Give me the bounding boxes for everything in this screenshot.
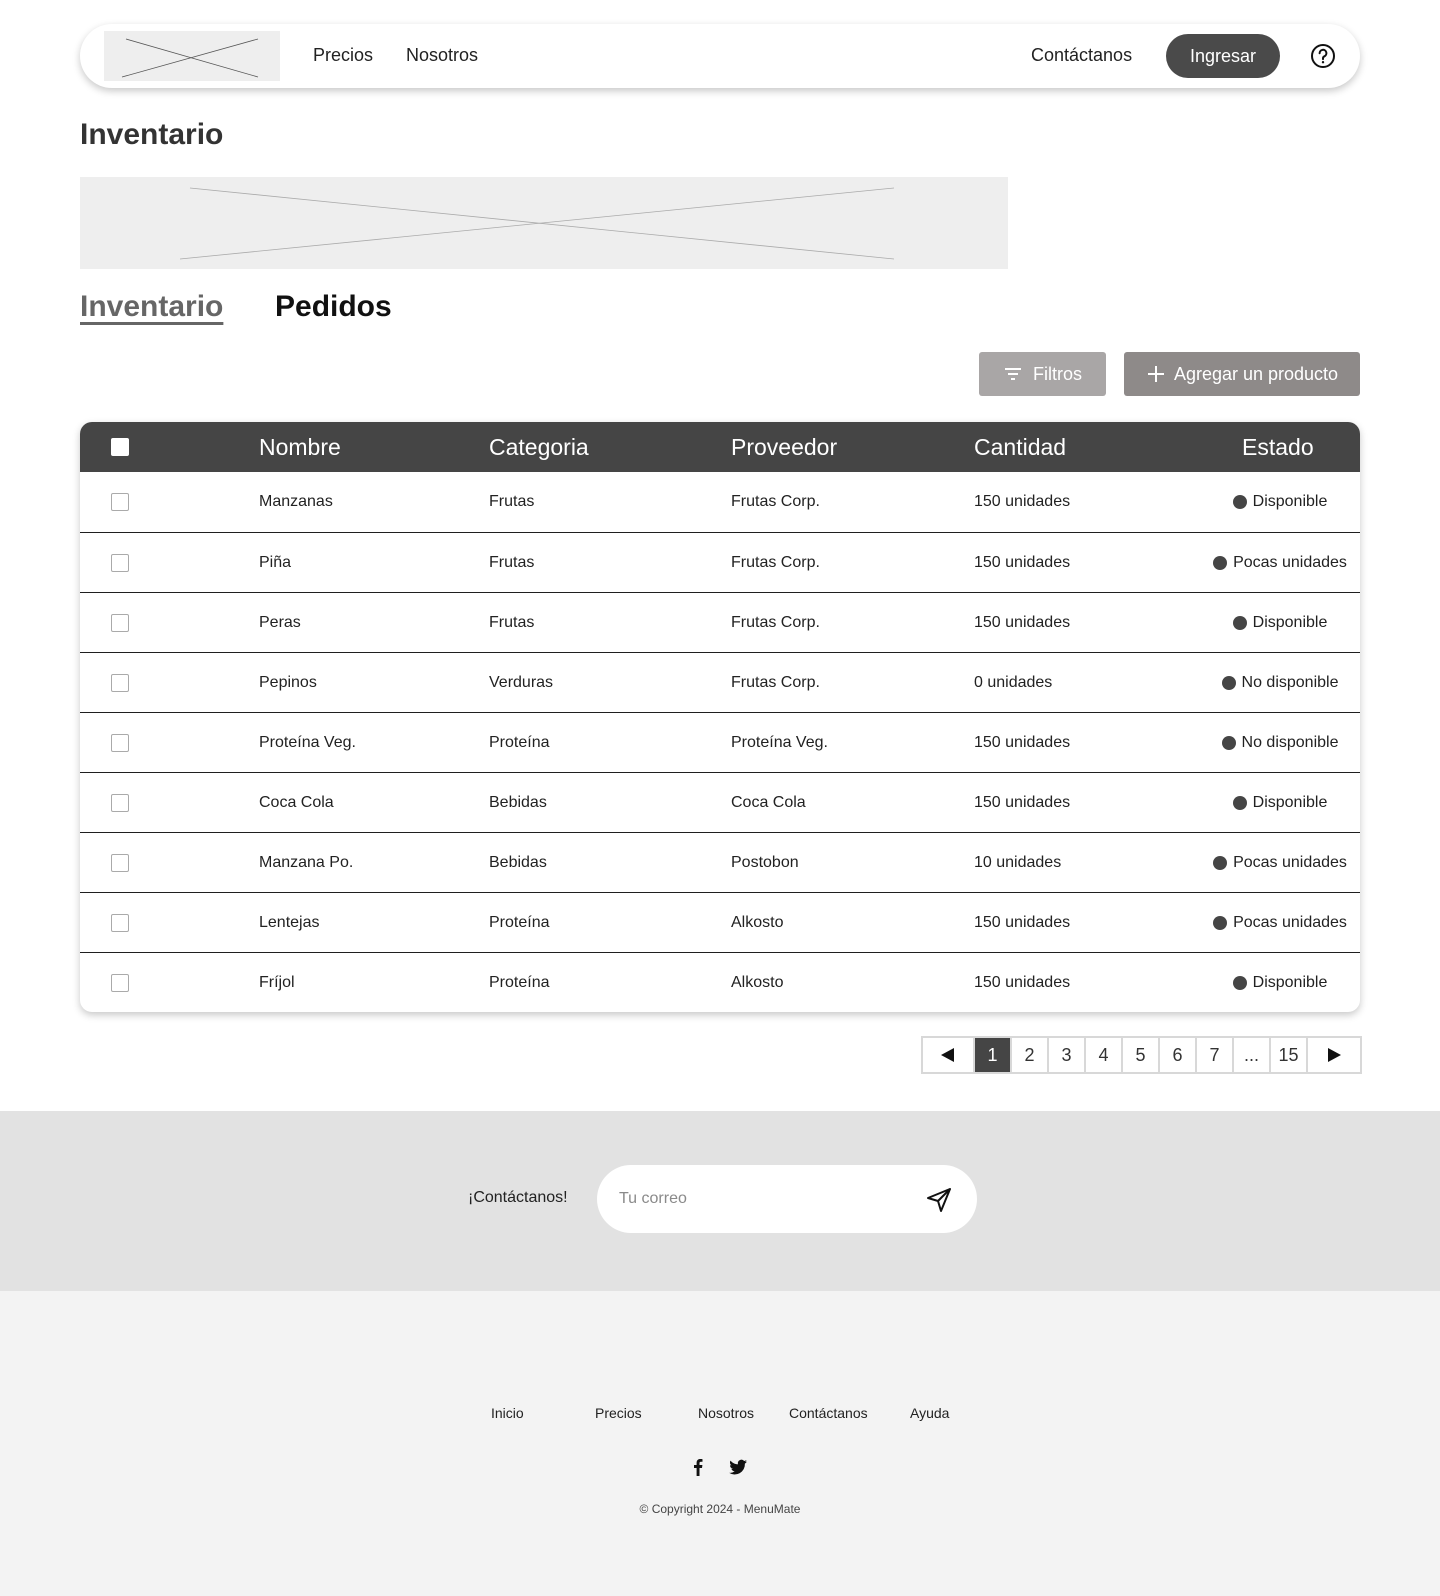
- previous-page-button[interactable]: [923, 1038, 975, 1072]
- footer-link-contactanos[interactable]: Contáctanos: [789, 1405, 868, 1421]
- cell-cantidad: 150 unidades: [974, 794, 1071, 811]
- inventory-table: [80, 422, 1360, 1012]
- page-button[interactable]: 2: [1012, 1038, 1049, 1072]
- banner-placeholder: [80, 177, 1008, 269]
- cell-categoria: Frutas: [489, 614, 535, 631]
- status-dot-icon: [1233, 976, 1247, 990]
- footer-link-nosotros[interactable]: Nosotros: [698, 1405, 755, 1421]
- table-row[interactable]: [80, 952, 1360, 1012]
- contact-label: ¡Contáctanos!: [468, 1189, 568, 1206]
- status-label: Disponible: [1252, 794, 1328, 811]
- page-button[interactable]: 7: [1197, 1038, 1234, 1072]
- status-badge: [1200, 914, 1360, 932]
- email-field-wrapper: [597, 1165, 977, 1233]
- send-icon[interactable]: [926, 1187, 952, 1213]
- table-row[interactable]: [80, 892, 1360, 952]
- tab-pedidos[interactable]: Pedidos: [275, 290, 392, 323]
- status-label: Disponible: [1252, 493, 1328, 510]
- page-button[interactable]: 1: [975, 1038, 1012, 1072]
- caret-left-icon: [940, 1047, 956, 1063]
- column-header-proveedor[interactable]: Proveedor: [731, 434, 838, 460]
- status-badge: [1200, 854, 1360, 872]
- filters-button[interactable]: [979, 352, 1106, 396]
- login-button[interactable]: Ingresar: [1166, 34, 1280, 78]
- status-label: Disponible: [1252, 614, 1328, 631]
- cell-nombre: Fríjol: [259, 974, 295, 991]
- status-dot-icon: [1222, 676, 1236, 690]
- contact-section: [0, 1111, 1440, 1291]
- nav-link-precios[interactable]: Precios: [313, 45, 374, 65]
- row-checkbox[interactable]: [111, 974, 129, 992]
- cell-categoria: Proteína: [489, 734, 550, 751]
- table-row[interactable]: [80, 472, 1360, 532]
- row-checkbox[interactable]: [111, 854, 129, 872]
- table-body: [80, 472, 1360, 1012]
- status-badge: [1200, 493, 1360, 511]
- footer-link-precios[interactable]: Precios: [595, 1405, 642, 1421]
- cell-proveedor: Postobon: [731, 854, 799, 871]
- cell-proveedor: Frutas Corp.: [731, 614, 820, 631]
- next-page-button[interactable]: [1308, 1038, 1360, 1072]
- page-button[interactable]: 15: [1271, 1038, 1308, 1072]
- logo-placeholder[interactable]: [104, 31, 280, 81]
- status-dot-icon: [1233, 616, 1247, 630]
- table-row[interactable]: [80, 532, 1360, 592]
- row-checkbox[interactable]: [111, 614, 129, 632]
- cell-cantidad: 150 unidades: [974, 734, 1071, 751]
- footer: [0, 1291, 1440, 1596]
- status-dot-icon: [1213, 856, 1227, 870]
- status-label: Pocas unidades: [1233, 914, 1347, 931]
- row-checkbox[interactable]: [111, 554, 129, 572]
- status-label: Disponible: [1252, 974, 1328, 991]
- twitter-icon[interactable]: [728, 1457, 748, 1477]
- cell-nombre: Lentejas: [259, 914, 320, 931]
- row-checkbox[interactable]: [111, 674, 129, 692]
- table-header: [80, 422, 1360, 472]
- tab-inventario[interactable]: Inventario: [80, 290, 224, 323]
- filters-button-label: Filtros: [1033, 363, 1082, 384]
- cell-proveedor: Frutas Corp.: [731, 493, 820, 510]
- table-row[interactable]: [80, 832, 1360, 892]
- table-row[interactable]: [80, 592, 1360, 652]
- cell-proveedor: Coca Cola: [731, 794, 806, 811]
- cell-nombre: Manzanas: [259, 493, 333, 510]
- nav-link-contactanos[interactable]: Contáctanos: [1031, 45, 1133, 65]
- table-row[interactable]: [80, 712, 1360, 772]
- status-badge: [1200, 794, 1360, 812]
- status-dot-icon: [1233, 495, 1247, 509]
- cell-nombre: Coca Cola: [259, 794, 334, 811]
- logo-placeholder-image: [104, 31, 280, 81]
- page-button[interactable]: 6: [1160, 1038, 1197, 1072]
- status-badge: [1200, 554, 1360, 572]
- footer-link-ayuda[interactable]: Ayuda: [910, 1405, 950, 1421]
- status-dot-icon: [1213, 916, 1227, 930]
- banner-placeholder-image: [80, 177, 1008, 269]
- add-product-button[interactable]: [1124, 352, 1360, 396]
- status-dot-icon: [1213, 556, 1227, 570]
- table-row[interactable]: [80, 772, 1360, 832]
- status-badge: [1200, 614, 1360, 632]
- cell-categoria: Frutas: [489, 493, 535, 510]
- cell-nombre: Piña: [259, 554, 292, 571]
- status-badge: [1200, 734, 1360, 752]
- cell-categoria: Proteína: [489, 974, 550, 991]
- page-title: Inventario: [80, 118, 224, 151]
- select-all-checkbox[interactable]: [111, 438, 129, 456]
- column-header-estado[interactable]: Estado: [1242, 434, 1314, 460]
- email-field[interactable]: [619, 1185, 909, 1213]
- cell-cantidad: 150 unidades: [974, 614, 1071, 631]
- add-product-button-label: Agregar un producto: [1173, 363, 1339, 384]
- nav-link-nosotros[interactable]: Nosotros: [406, 45, 479, 65]
- row-checkbox[interactable]: [111, 734, 129, 752]
- footer-link-inicio[interactable]: Inicio: [491, 1405, 524, 1421]
- cell-nombre: Manzana Po.: [259, 854, 354, 871]
- plus-icon: [1146, 364, 1166, 384]
- page-ellipsis: ...: [1234, 1038, 1271, 1072]
- status-dot-icon: [1222, 736, 1236, 750]
- column-header-nombre[interactable]: Nombre: [259, 434, 341, 460]
- top-navbar: [80, 24, 1360, 88]
- row-checkbox[interactable]: [111, 794, 129, 812]
- status-label: Pocas unidades: [1233, 854, 1347, 871]
- row-checkbox[interactable]: [111, 493, 129, 511]
- status-badge: [1200, 974, 1360, 992]
- help-icon[interactable]: [1310, 43, 1336, 69]
- pagination: [921, 1036, 1362, 1074]
- page-button[interactable]: 4: [1086, 1038, 1123, 1072]
- cell-cantidad: 10 unidades: [974, 854, 1062, 871]
- column-header-categoria[interactable]: Categoria: [489, 434, 589, 460]
- cell-categoria: Verduras: [489, 674, 554, 691]
- cell-nombre: Pepinos: [259, 674, 317, 691]
- facebook-icon[interactable]: [688, 1457, 708, 1477]
- status-badge: [1200, 674, 1360, 692]
- cell-categoria: Bebidas: [489, 794, 547, 811]
- cell-cantidad: 0 unidades: [974, 674, 1053, 691]
- status-dot-icon: [1233, 796, 1247, 810]
- cell-cantidad: 150 unidades: [974, 914, 1071, 931]
- page-button[interactable]: 3: [1049, 1038, 1086, 1072]
- copyright-text: © Copyright 2024 - MenuMate: [639, 1502, 801, 1516]
- cell-categoria: Proteína: [489, 914, 550, 931]
- table-row[interactable]: [80, 652, 1360, 712]
- status-label: No disponible: [1241, 674, 1339, 691]
- page-button[interactable]: 5: [1123, 1038, 1160, 1072]
- row-checkbox[interactable]: [111, 914, 129, 932]
- cell-nombre: Proteína Veg.: [259, 734, 356, 751]
- column-header-cantidad[interactable]: Cantidad: [974, 434, 1067, 460]
- cell-categoria: Frutas: [489, 554, 535, 571]
- cell-categoria: Bebidas: [489, 854, 547, 871]
- cell-proveedor: Alkosto: [731, 914, 784, 931]
- caret-right-icon: [1326, 1047, 1342, 1063]
- filter-icon: [1003, 364, 1023, 384]
- cell-proveedor: Frutas Corp.: [731, 554, 820, 571]
- cell-proveedor: Frutas Corp.: [731, 674, 820, 691]
- cell-cantidad: 150 unidades: [974, 974, 1071, 991]
- cell-proveedor: Alkosto: [731, 974, 784, 991]
- status-label: No disponible: [1241, 734, 1339, 751]
- cell-cantidad: 150 unidades: [974, 554, 1071, 571]
- cell-nombre: Peras: [259, 614, 301, 631]
- cell-cantidad: 150 unidades: [974, 493, 1071, 510]
- cell-proveedor: Proteína Veg.: [731, 734, 828, 751]
- status-label: Pocas unidades: [1233, 554, 1347, 571]
